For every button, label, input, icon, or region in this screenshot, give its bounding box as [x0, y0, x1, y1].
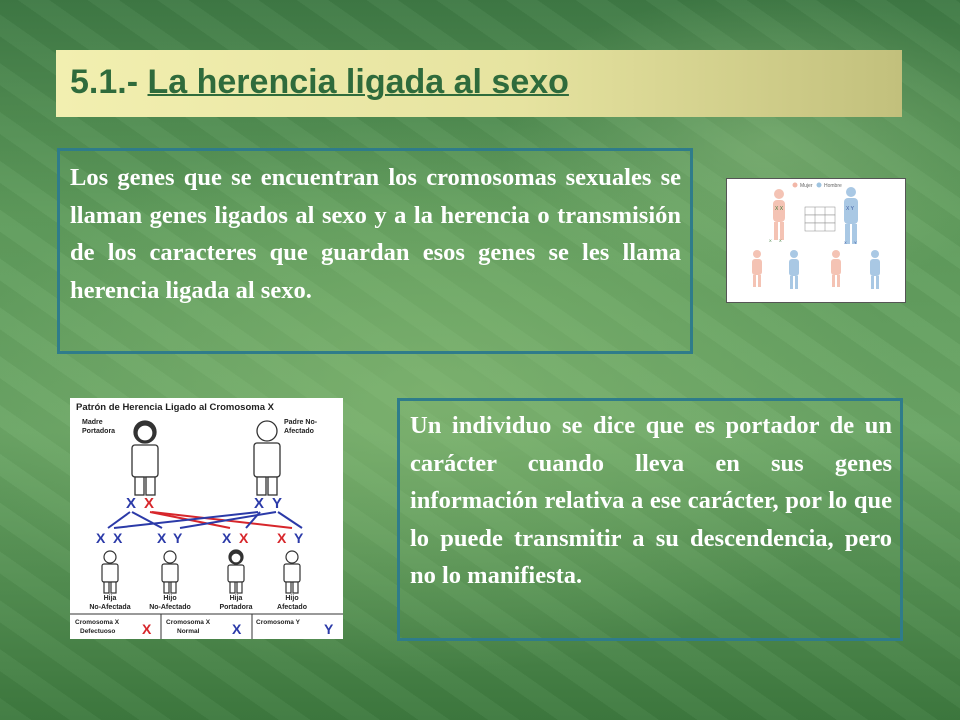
definition-textbox: [57, 148, 693, 354]
diagram-title: Patrón de Herencia Ligado al Cromosoma X: [76, 402, 274, 413]
child-3-chromosome-2: X: [239, 530, 249, 546]
legend-1-sublabel: Defectuoso: [80, 628, 116, 635]
children-figures: [102, 550, 300, 593]
male-parent-figure: [844, 187, 858, 244]
carrier-textbox: [397, 398, 903, 641]
legend-male-text: Hombre: [824, 183, 842, 189]
child-3-chromosome-1: X: [222, 530, 232, 546]
father-figure: [254, 421, 280, 495]
svg-text:X: X: [844, 240, 847, 245]
carrier-text: Un individuo se dice que es portador de un carácter cuando lleva en sus genes información relativa a ese carácter, por lo que lo puede transmitir a su descendencia, pero no lo manifiesta.: [410, 412, 892, 589]
legend-female-text: Mujer: [800, 183, 813, 189]
child-4-label: Hijo: [285, 595, 299, 602]
child-2-chromosome-1: X: [157, 530, 167, 546]
child-4-chromosome-1: X: [277, 530, 287, 546]
legend-male-dot: [817, 183, 822, 188]
legend-2-label: Cromosoma X: [166, 619, 211, 626]
photo-figure-drawing: [727, 179, 905, 302]
title-text[interactable]: La herencia ligada al sexo: [147, 63, 569, 101]
legend-3-symbol: Y: [324, 621, 334, 637]
legend-3-label: Cromosoma Y: [256, 619, 300, 626]
legend-female-dot: [793, 183, 798, 188]
mother-sublabel: Portadora: [82, 428, 116, 435]
diagram-drawing: [70, 398, 343, 639]
child-3-label: Hija: [229, 595, 243, 602]
svg-text:Y: Y: [854, 240, 857, 245]
svg-text:X: X: [779, 238, 782, 243]
diagram-legend: [70, 614, 343, 639]
definition-text: Los genes que se encuentran los cromosomas sexuales se llaman genes ligados al sexo y a la herencia o transmisión de los caracteres que guardan esos genes se les llama herencia ligada al sexo.: [70, 164, 681, 304]
mother-chromosome-1: X: [126, 495, 137, 512]
legend-1-label: Cromosoma X: [75, 619, 120, 626]
female-parent-figure: [773, 189, 785, 240]
mother-figure: [132, 421, 158, 495]
child-3-sublabel: Portadora: [219, 604, 253, 611]
title-bar: [56, 50, 902, 117]
children-labels: [89, 595, 307, 611]
inheritance-lines: [108, 512, 302, 528]
sex-linked-photo-figure: [726, 178, 906, 303]
child-1-chromosome-2: X: [113, 530, 123, 546]
title-number: 5.1.-: [70, 63, 139, 101]
child-1-label: Hija: [103, 595, 117, 602]
child-1-sublabel: No-Afectada: [89, 604, 131, 611]
father-chromosome-2: Y: [272, 495, 283, 512]
child-2-chromosome-2: Y: [173, 530, 183, 546]
mother-chromosome-2: X: [144, 495, 155, 512]
x-linked-inheritance-diagram: [70, 398, 343, 639]
children-figures: [752, 250, 880, 289]
mother-label: Madre: [82, 419, 103, 426]
legend-2-symbol: X: [232, 621, 242, 637]
slide-title: [70, 63, 569, 102]
legend-1-symbol: X: [142, 621, 152, 637]
father-sublabel: Afectado: [284, 428, 314, 435]
child-2-sublabel: No-Afectado: [149, 604, 191, 611]
punnett-grid: [805, 207, 835, 231]
child-4-chromosome-2: Y: [294, 530, 304, 546]
legend-2-sublabel: Normal: [177, 628, 200, 635]
child-2-label: Hijo: [163, 595, 177, 602]
svg-text:X: X: [769, 238, 772, 243]
child-1-chromosome-1: X: [96, 530, 106, 546]
father-label: Padre No-: [284, 419, 318, 426]
father-chromosome-1: X: [254, 495, 265, 512]
male-parent-chromosomes: X Y: [846, 206, 854, 212]
female-parent-chromosomes: X X: [775, 206, 784, 212]
child-4-sublabel: Afectado: [277, 604, 307, 611]
